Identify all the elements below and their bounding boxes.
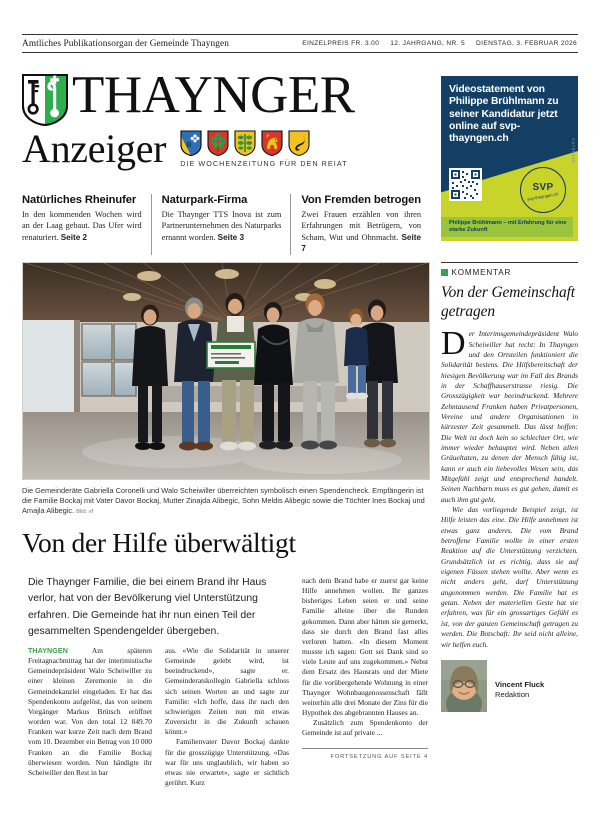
author-info — [495, 660, 544, 701]
drop-cap: D — [441, 325, 466, 363]
body-paragraph: Familienvater Davor Bockaj dankte für die grosszügige Unterstützung. «Das war für uns unglaublich, wir haben so etwas nie erwartet», sagte er sichtlich gerührt. Kurz — [165, 737, 289, 788]
issue-volume: 12. JAHRGANG, NR. 5 — [390, 40, 466, 47]
teaser-headline: Von Fremden betrogen — [301, 194, 421, 206]
teaser-headline: Naturpark-Firma — [161, 194, 248, 206]
body-paragraph: aus. «Wie die Solidarität in unserer Gemeinde gelebt wird, ist beeindruckend», sagte er. Gemeinderatskollegin Gabriella schloss sich seinen Worten an und sagte zur Familie: «Ich hoffe, dass ihr nach den schwierigen Zeiten nun mit etwas Zuversicht in die Zukunft schauen könnt.» — [165, 646, 289, 737]
commentary-column — [441, 262, 578, 712]
teaser-text: Zwei Frauen erzählen von ihren Erfahrungen mit Betrügern, von Scham, Wut und Ohnmacht. Seite 7 — [301, 210, 422, 254]
ad-footer-slogan: Philippe Brühlmann – mit Erfahrung für eine starke Zukunft — [441, 217, 573, 237]
crest-opfertshofen-icon — [234, 130, 256, 156]
commentary-paragraph-2: Wie das vorliegende Beispiel zeigt, ist Hilfe leisten das eine. Die Hilfe annehmen ist etwas ganz anderes. Die vom Brand betroffene Familie wollte in einer ersten Reaktion auf die Unterstützung verzichten. Grundsätzlich ist es richtig, dass sie auf eigenen Füssen stehen wollte. Aber wenn es nicht anders geht, darf Unterstützung angenommen werden. Die Familie hat es getan. Neben der materiellen Geste hat sie erfahren, was für ein grossartiges Gefühl es ist, von der ganzen Gemeinschaft getragen zu werden. Die Botschaft: Ihr seid nicht alleine, wir helfen euch. — [441, 505, 578, 649]
commentary-label-text: KOMMENTAR — [451, 268, 512, 277]
photo-credit: Bild: vf — [76, 509, 94, 516]
body-paragraph: nach dem Brand habe er zuerst gar keine Hilfe annehmen wollen. Ihr ganzes bisheriges Leben seien er und seine Familie alleine über die Runden gekommen. Dann aber hätten sie gemerkt, dass sie durch den Brand fast alles verloren hatten. «In diesem Moment musste ich sagen: Gott sei Dank sind so viele Leute auf uns zugekommen.» Nebst dem Ersatz des Hausrats und der Miete für die vorübergehende Wohnung in einer Thaynger Wohnbaugenossenschaft fällt weiterhin alle drei Monate der Zins für die Hypothek des abgebrannten Hauses an. — [302, 576, 428, 718]
main-article-headline: Von der Hilfe überwältigt — [22, 527, 296, 558]
masthead-title: THAYNGER — [72, 66, 355, 124]
commentary-label — [441, 268, 578, 277]
author-portrait-image — [441, 660, 487, 712]
lead-photo-image — [22, 262, 430, 480]
body-text: THAYNGEN Am späteren Freitagnachmittag hat der interimistische Gemeindepräsident Walo Scheiwiller zu einer kleinen Zeremonie in die Gemeindekanzlei eingeladen. Er hat das Spendenkonto aufgelöst, das von seinem Vorgänger Markus Brütsch eröffnet worden war. Von den total 12 849.70 Franken war kurze Zeit nach dem Brand vom 10. Dezember ein Betrag von 10 000 Franken an die Familie Bockaj überwiesen worden. Nun händigte ihr Scheiwiller den Rest in bar — [28, 646, 152, 777]
rail-divider — [441, 262, 578, 263]
teaser-item-1[interactable] — [22, 194, 151, 255]
author-name: Vincent Fluck — [495, 679, 545, 689]
village-crests-strip — [180, 130, 347, 168]
main-article-lead: Die Thaynger Familie, die bei einem Brand ihr Haus verlor, hat von der Bevölkerung viel Unterstützung erfahren. Die Gemeinde hat ihr nun einen Teil der gesammelten Spendengelder übergeben. — [28, 577, 267, 638]
commentary-paragraph-1: Der Interimsgemeindepräsident Walo Scheiwiller hat recht: In Thayngen und den Ortsteilen funktioniert die Solidarität bestens. Die Hilfsbereitschaft der hiesigen Bevölkerung war im Fall des Brands in der Schaffhauserstrasse riesig. Die Grosszügigkeit war beeindruckend. Mehrere Zehntausend Franken haben Privatpersonen, Vereine und andere Organisationen in kürzester Zeit gesammelt. Das lässt hoffen: Die Welt ist doch kein so schlechter Ort, wie immer wieder behauptet wird. Neben allen Gräueltaten, zu denen der Mensch fähig ist, kann er auch ein liebevolles Wesen sein, das Mitgefühl zeigt und entsprechend handelt. Seinen Nachbarn muss es gut gehen, damit es auch ihm gut geht. — [441, 325, 578, 504]
svp-logo-subtext: svp-thayngen.ch — [527, 190, 559, 202]
crest-bibern-icon — [288, 130, 310, 156]
teaser-headline: Natürliches Rheinufer — [22, 194, 137, 206]
teaser-strip — [22, 194, 430, 255]
body-column-2 — [165, 646, 289, 788]
donation-check-prop — [207, 342, 255, 368]
author-role: Redaktion — [495, 690, 530, 700]
masthead-subtitle: Anzeiger — [22, 126, 167, 171]
body-paragraph: Zusätzlich zum Spendenkonto der Gemeinde ist auf private ... — [302, 718, 428, 738]
issue-meta — [302, 40, 578, 47]
advertisement-svp-thayngen[interactable] — [441, 76, 578, 241]
publication-organ-line: Amtliches Publikationsorgan der Gemeinde Thayngen — [22, 38, 229, 49]
lead-photo — [22, 262, 430, 480]
article-kicker: THAYNGEN — [28, 647, 68, 655]
commentary-body — [441, 325, 578, 650]
body-column-1 — [28, 646, 152, 788]
issue-date: DIENSTAG, 3. FEBRUAR 2026 — [476, 40, 577, 47]
body-text — [165, 646, 289, 788]
svp-logo-text: SVP — [532, 181, 554, 193]
qr-code-icon[interactable] — [449, 168, 482, 201]
body-column-3 — [302, 576, 428, 760]
issue-price: EINZELPREIS FR. 3.00 — [302, 40, 380, 47]
commentary-byline — [441, 660, 578, 712]
thayngen-coat-of-arms-icon — [22, 74, 68, 126]
commentary-headline: Von der Gemeinschaft getragen — [441, 284, 575, 320]
masthead — [22, 66, 430, 182]
ad-headline: Videostatement von Philippe Brühlmann zu seiner Kandidatur jetzt online auf svp-thayngen.ch — [449, 84, 559, 145]
svg-text:B: B — [186, 141, 192, 149]
teaser-item-2[interactable] — [151, 194, 291, 255]
crest-hofen-icon — [261, 130, 283, 156]
crest-altdorf-icon — [207, 130, 229, 156]
author-portrait — [441, 660, 487, 712]
teaser-text: In den kommenden Wochen wird an der Laag gebaut. Das Ufer wird renaturiert. Seite 2 — [22, 210, 142, 242]
photo-caption-text: Die Gemeinderäte Gabriella Coronelli und Walo Scheiwiller überreichten symbolisch einen Spendencheck. Empfängerin ist die Familie Bockaj mit Vater Davor Bockaj, Mutter Zinajda Alibegic, Sohn Meldis Alibegic sowie die Töchter Ines Bockaj und Amajla Alibegic. — [22, 486, 425, 516]
green-square-icon — [441, 269, 448, 276]
crest-barzheim-icon — [180, 130, 202, 156]
svp-logo-icon — [520, 167, 566, 213]
teaser-page-ref[interactable]: Seite 3 — [217, 232, 245, 242]
teaser-page-ref[interactable]: Seite 2 — [60, 232, 88, 242]
body-text — [302, 576, 428, 739]
masthead-tagline: DIE WOCHENZEITUNG FÜR DEN REIAT — [180, 159, 348, 168]
ad-reference-code: A1738400 — [571, 138, 576, 163]
photo-caption — [22, 486, 430, 518]
teaser-text: Die Thaynger TTS Inova ist zum Partnerunternehmen des Naturparks ernannt worden. Seite 3 — [161, 210, 282, 242]
teaser-item-3[interactable] — [290, 194, 430, 255]
teaser-page-ref[interactable]: Seite 7 — [301, 232, 422, 254]
masthead-topbar — [22, 34, 578, 53]
continuation-note[interactable]: FORTSETZUNG AUF SEITE 4 — [302, 748, 428, 760]
